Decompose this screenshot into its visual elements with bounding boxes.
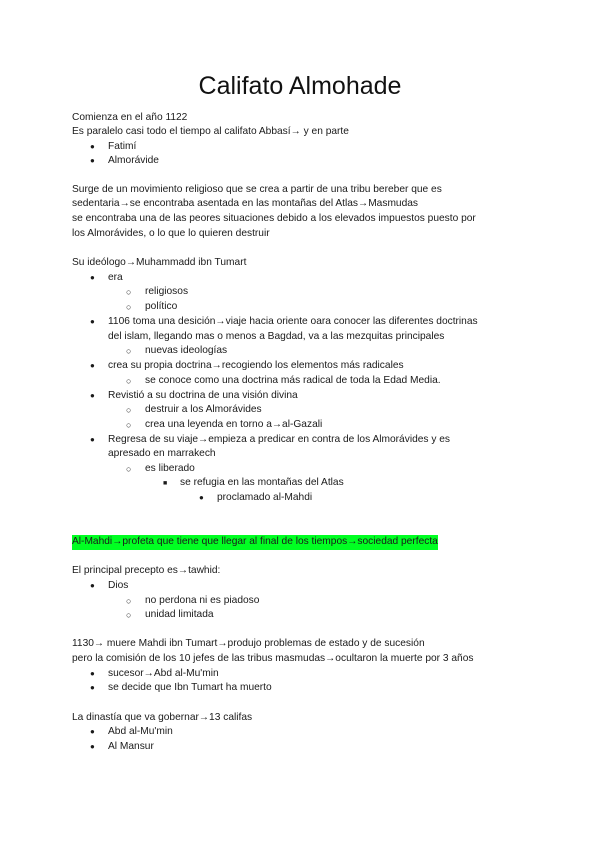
list-item: religiosos [145, 286, 189, 297]
circle-bullet-icon [126, 462, 131, 478]
list-item: 1106 toma una desición→viaje hacia oriente oara conocer las diferentes doctrinas [108, 316, 478, 327]
list-item: era [108, 272, 123, 283]
circle-bullet-icon [126, 418, 131, 434]
bullet-icon [90, 667, 95, 682]
bullet-icon [90, 389, 95, 404]
list-item: Dios [108, 580, 129, 591]
paragraph-line-2: sedentaria→se encontraba asentada en las montañas del Atlas→Masmudas [72, 198, 419, 209]
bullet-icon [90, 725, 95, 740]
list-item: Regresa de su viaje→empieza a predicar en contra de los Almorávides y es [108, 434, 451, 445]
circle-bullet-icon [126, 300, 131, 316]
ideologo-heading: Su ideólogo→Muhammadd ibn Tumart [72, 257, 247, 268]
list-item: destruir a los Almorávides [145, 404, 262, 415]
list-item: Almorávide [108, 155, 159, 166]
list-item: se conoce como una doctrina más radical de toda la Edad Media. [145, 375, 441, 386]
paragraph-line-1: Surge de un movimiento religioso que se crea a partir de una tribu bereber que es [72, 184, 442, 195]
list-item: se decide que Ibn Tumart ha muerto [108, 682, 272, 693]
bullet-icon [90, 433, 95, 448]
paragraph-line-4: los Almorávides, o lo que lo quieren destruir [72, 228, 270, 239]
paragraph-line-3: se encontraba una de las peores situaciones debido a los elevados impuestos puesto por [72, 213, 476, 224]
circle-bullet-icon [126, 403, 131, 419]
muerte-line-1: 1130→ muere Mahdi ibn Tumart→produjo problemas de estado y de sucesión [72, 638, 425, 649]
bullet-icon [90, 740, 95, 755]
list-item: Revistió a su doctrina de una visión divina [108, 390, 298, 401]
intro-line-1: Comienza en el año 1122 [72, 112, 188, 123]
bullet-icon [199, 491, 204, 506]
square-bullet-icon [163, 476, 167, 492]
list-item: Al Mansur [108, 741, 154, 752]
list-item: político [145, 301, 178, 312]
bullet-icon [90, 271, 95, 286]
circle-bullet-icon [126, 285, 131, 301]
intro-line-2: Es paralelo casi todo el tiempo al califato Abbasí→ y en parte [72, 126, 349, 137]
bullet-icon [90, 154, 95, 169]
list-item: sucesor→Abd al-Mu'min [108, 668, 219, 679]
dinastia-heading: La dinastía que va gobernar→13 califas [72, 712, 253, 723]
highlighted-text: Al-Mahdi→profeta que tiene que llegar al final de los tiempos→sociedad perfecta [72, 535, 438, 550]
bullet-icon [90, 681, 95, 696]
bullet-icon [90, 579, 95, 594]
list-item: Abd al-Mu'min [108, 726, 173, 737]
bullet-icon [90, 140, 95, 155]
list-item: proclamado al-Mahdi [217, 492, 313, 503]
circle-bullet-icon [126, 374, 131, 390]
circle-bullet-icon [126, 608, 131, 624]
circle-bullet-icon [126, 344, 131, 360]
document-title: Califato Almohade [198, 72, 402, 100]
list-item: es liberado [145, 463, 195, 474]
list-item: no perdona ni es piadoso [145, 595, 260, 606]
list-item: Fatimí [108, 141, 137, 152]
list-item: unidad limitada [145, 609, 214, 620]
list-item: nuevas ideologías [145, 345, 228, 356]
list-item: crea su propia doctrina→recogiendo los elementos más radicales [108, 360, 404, 371]
list-item: crea una leyenda en torno a→al-Gazali [145, 419, 323, 430]
bullet-icon [90, 359, 95, 374]
precepto-heading: El principal precepto es→tawhid: [72, 565, 221, 576]
muerte-line-2: pero la comisión de los 10 jefes de las tribus masmudas→ocultaron la muerte por 3 años [72, 653, 474, 664]
list-item-continuation: apresado en marrakech [108, 448, 216, 459]
list-item-continuation: del islam, llegando mas o menos a Bagdad, va a las mezquitas principales [108, 331, 445, 342]
list-item: se refugia en las montañas del Atlas [180, 477, 344, 488]
bullet-icon [90, 315, 95, 330]
